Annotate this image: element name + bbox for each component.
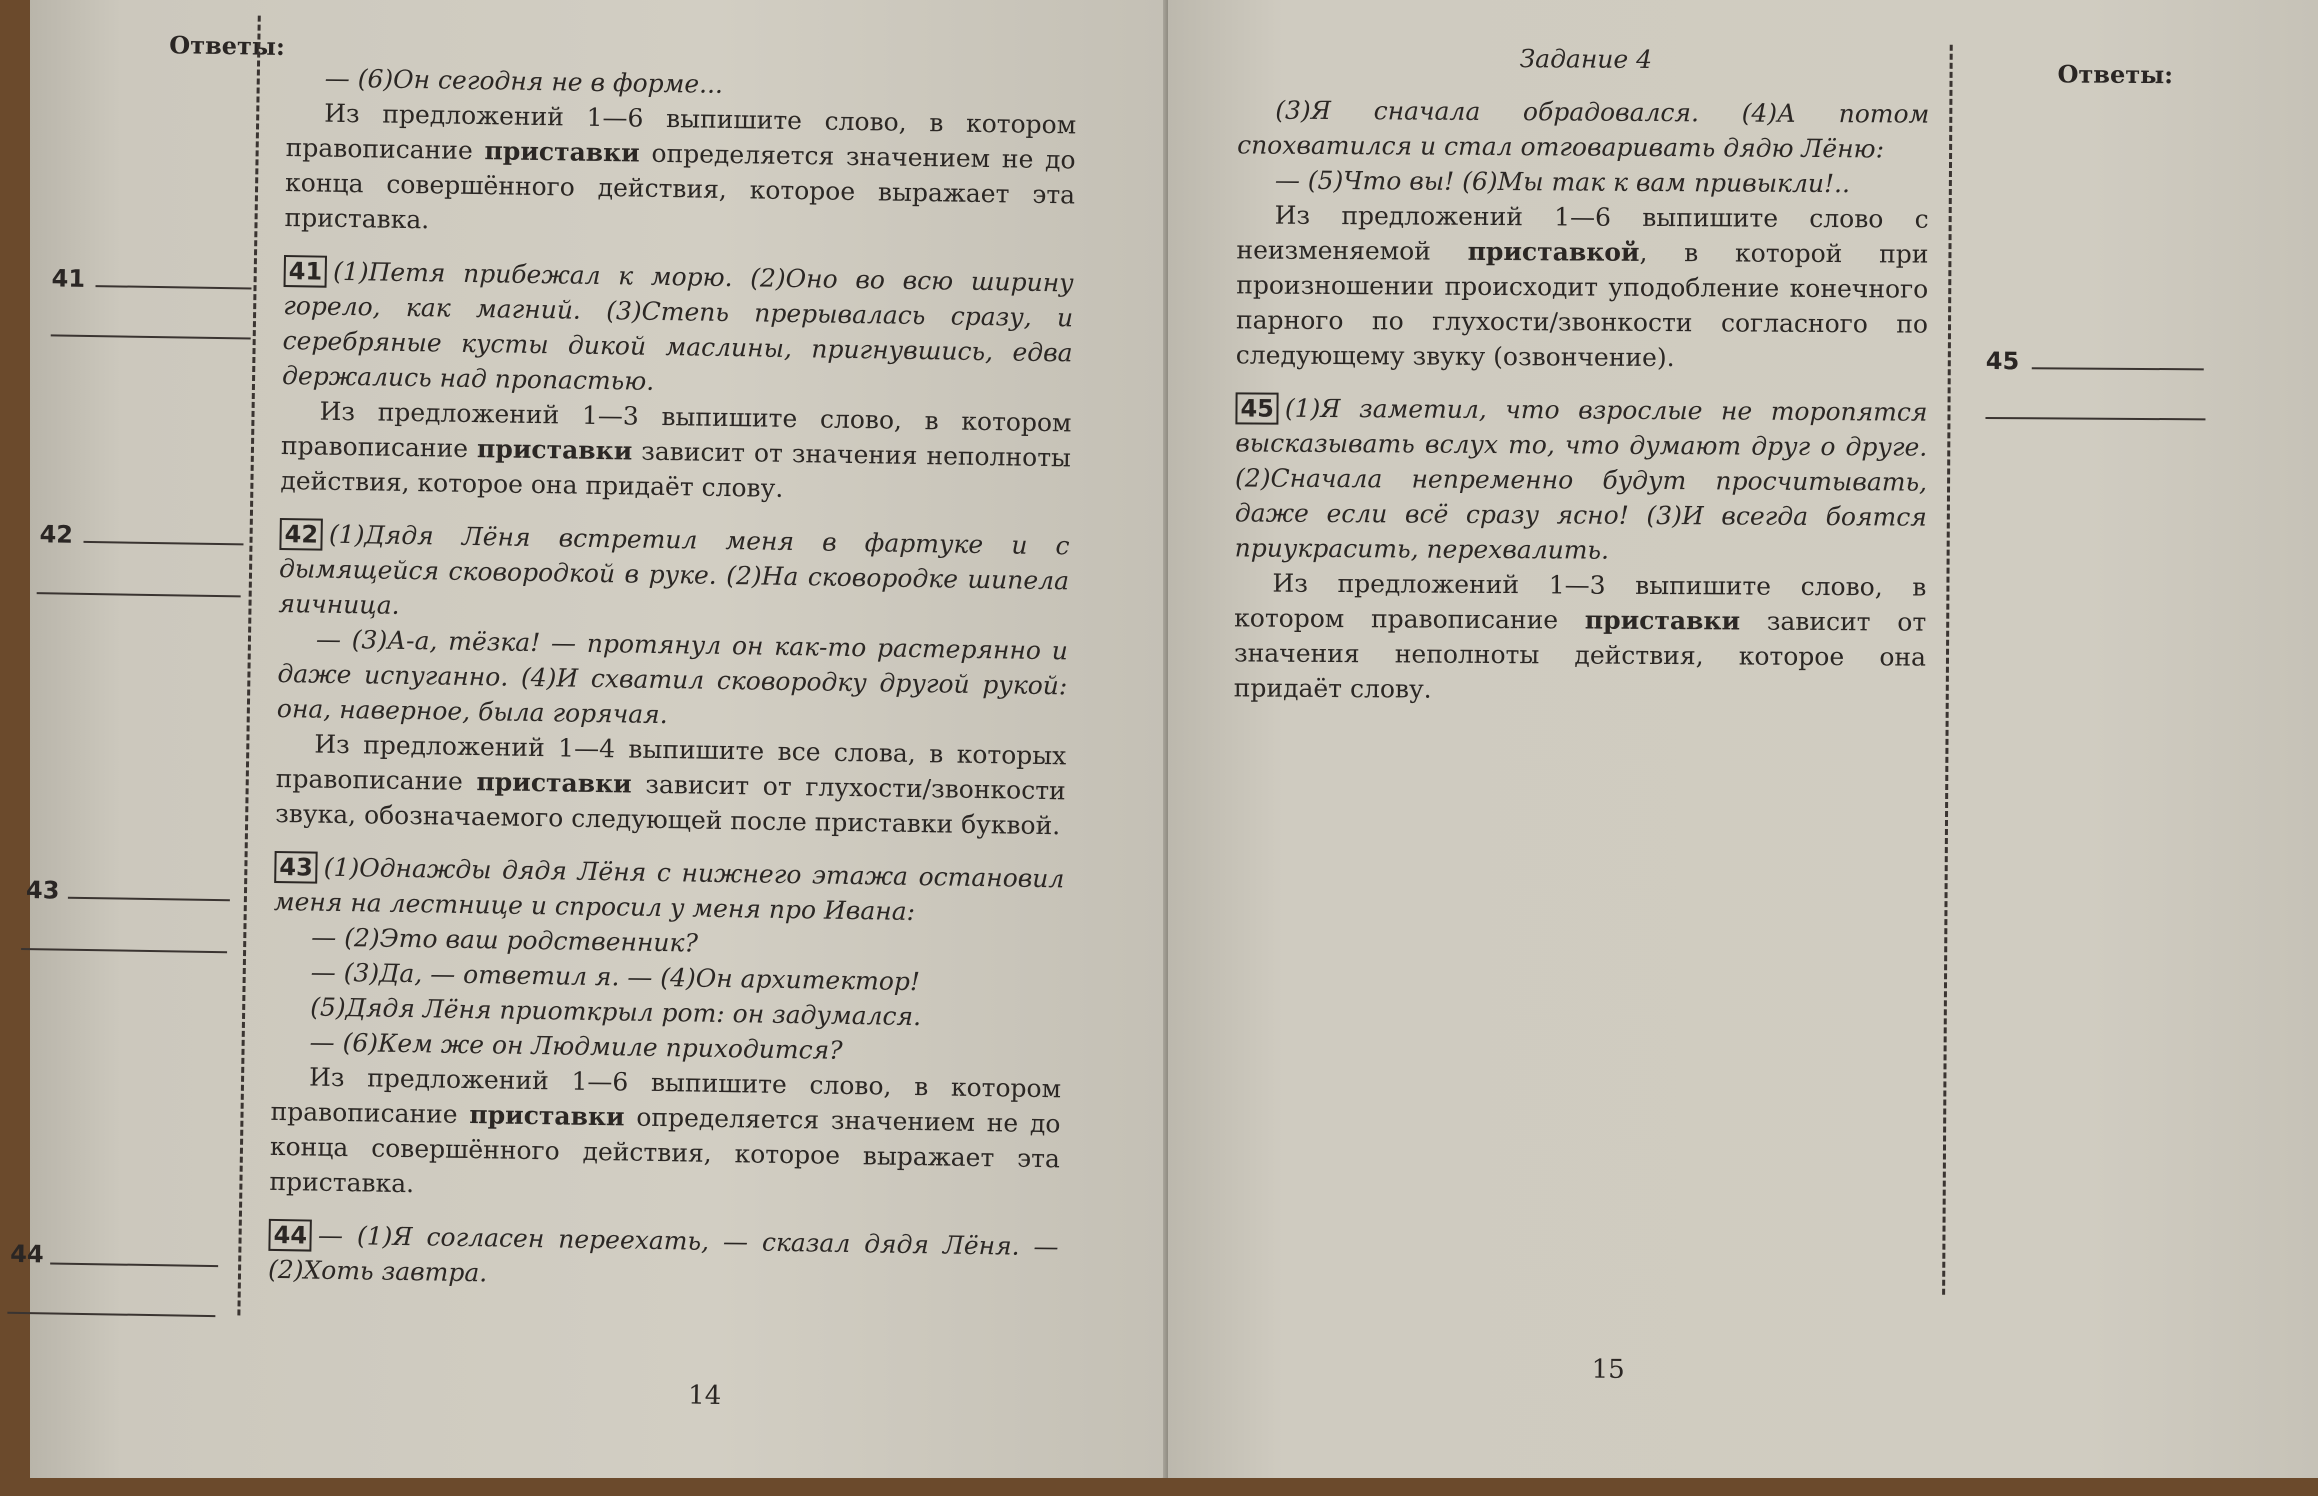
question-42: 42 (1)Дядя Лёня встретил меня в фартуке и с дымящейся сковородкой в руке. (2)На сковородке шипела яичница. xyxy=(278,519,1070,620)
left-page-body xyxy=(268,60,1077,1299)
answer-label-44: 44 xyxy=(10,1239,44,1269)
answer-line-45[interactable] xyxy=(2032,367,2204,370)
question-43-line2: — (2)Это ваш родственник? xyxy=(311,922,699,958)
question-number-43: 43 xyxy=(274,851,318,884)
answers-divider-left xyxy=(237,16,260,1316)
answer-label-45: 45 xyxy=(1985,347,2020,376)
answer-line-43b[interactable] xyxy=(21,948,227,953)
answer-line-42b[interactable] xyxy=(37,592,241,597)
answer-label-43: 43 xyxy=(25,876,60,905)
right-page xyxy=(1168,0,2318,1478)
question-43-line3: — (3)Да, — ответил я. — (4)Он архитектор! xyxy=(310,957,921,997)
question-43-line5: — (6)Кем же он Людмиле приходится? xyxy=(309,1027,843,1065)
answer-label-42: 42 xyxy=(39,520,74,549)
continued-dialog: — (5)Что вы! (6)Мы так к вам привыкли!.. xyxy=(1274,165,1851,199)
question-45-task: Из предложений 1—3 выпишите слово, в котором правописание приставки зависит от значения неполноты действия, которое она придаёт слову. xyxy=(1233,568,1927,704)
question-43-line4: (5)Дядя Лёня приоткрыл рот: он задумался. xyxy=(309,992,922,1032)
question-number-41: 41 xyxy=(284,255,328,288)
question-45: 45 (1)Я заметил, что взрослые не торопятся высказывать вслух то, что думают друг о друге. (2)Сначала непременно будут просчитывать, даже если всё сразу ясно! (3)И всегда боятся приукрасить, перехвалить. xyxy=(1234,393,1928,565)
answers-title-left: Ответы: xyxy=(169,30,286,62)
question-number-42: 42 xyxy=(279,518,323,551)
intro-task: Из предложений 1—6 выпишите слово, в котором правописание приставки определяется значением не до конца совершённого действия, которое выражает эта приставка. xyxy=(284,98,1077,235)
question-44: 44 — (1)Я согласен переехать, — сказал дядя Лёня. — (2)Хоть завтра. xyxy=(267,1220,1059,1288)
answer-line-41[interactable] xyxy=(95,285,251,289)
answer-line-42[interactable] xyxy=(83,541,243,546)
page-number-right: 15 xyxy=(1591,1354,1625,1385)
continued-task: Из предложений 1—6 выпишите слово с неизменяемой приставкой, в которой при произношении происходит уподобление конечного парного по глухости/звонкости согласного по следующему звуку (озвончение). xyxy=(1235,200,1929,373)
question-43-task: Из предложений 1—6 выпишите слово, в котором правописание приставки определяется значением не до конца совершённого действия, которое выражает эта приставка. xyxy=(269,1062,1062,1199)
answer-line-41b[interactable] xyxy=(51,334,251,339)
question-number-45: 45 xyxy=(1235,392,1279,424)
left-page xyxy=(10,0,1168,1478)
answer-line-45b[interactable] xyxy=(1985,417,2205,420)
answer-line-43[interactable] xyxy=(68,897,230,902)
intro-line: — (6)Он сегодня не в форме... xyxy=(324,63,724,99)
question-43: 43 (1)Однажды дядя Лёня с нижнего этажа остановил меня на лестнице и спросил у меня про Ивана: xyxy=(273,852,1065,927)
answer-line-44[interactable] xyxy=(50,1262,218,1267)
question-42-dialog: — (3)А-а, тёзка! — протянул он как-то растерянно и даже испуганно. (4)И схватил сковородку другой рукой: она, наверное, была горячая. xyxy=(276,624,1069,730)
answers-title-right: Ответы: xyxy=(2057,59,2174,90)
continued-text: (3)Я сначала обрадовался. (4)А потом спохватился и стал отговаривать дядю Лёню: xyxy=(1237,95,1930,164)
question-41-task: Из предложений 1—3 выпишите слово, в котором правописание приставки зависит от значения неполноты действия, которое она придаёт слову. xyxy=(280,396,1072,503)
answer-line-44b[interactable] xyxy=(7,1312,215,1317)
answer-label-41: 41 xyxy=(51,264,86,293)
question-number-44: 44 xyxy=(268,1219,312,1252)
question-41: 41 (1)Петя прибежал к морю. (2)Оно во всю ширину горело, как магний. (3)Степь прерывалась сразу, и серебряные кусты дикой маслины, пригнувшись, едва держались над пропастью. xyxy=(281,256,1074,396)
right-page-body xyxy=(1234,92,1930,709)
page-number-left: 14 xyxy=(687,1380,722,1412)
task-title: Задание 4 xyxy=(1519,44,1653,74)
question-42-task: Из предложений 1—4 выпишите все слова, в которых правописание приставки зависит от глухости/звонкости звука, обозначаемого следующей после приставки буквой. xyxy=(275,729,1067,841)
answers-divider-right xyxy=(1942,45,1953,1295)
